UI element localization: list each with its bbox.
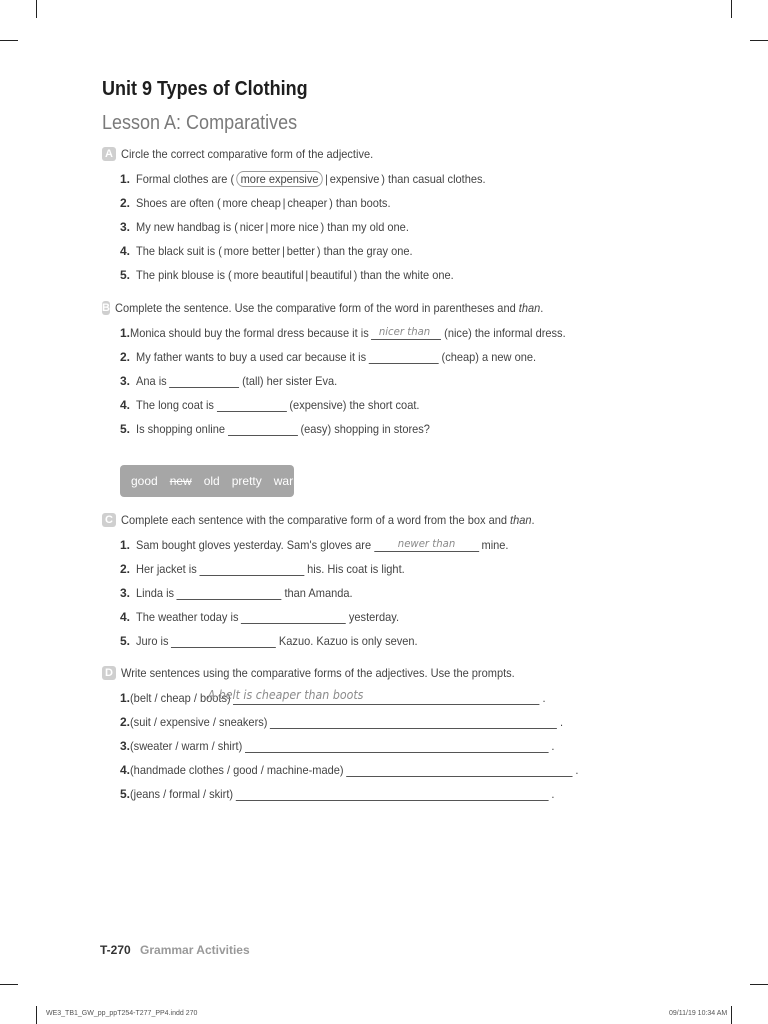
item-end: . [551,787,555,801]
page-number: T-270 [100,943,131,957]
option-separator: | [282,244,285,258]
answer-blank[interactable] [200,561,305,576]
answer-blank[interactable] [169,373,239,388]
option-separator: | [324,172,328,186]
answer-blank[interactable] [228,421,298,436]
section-d-instruction [102,665,572,681]
list-item [102,753,579,777]
item-post: (expensive) the short coat. [289,398,420,412]
section-c-instruction [102,512,572,528]
crop-mark [731,0,732,18]
option[interactable]: nicer [239,220,264,234]
item-text [136,373,337,388]
item-post: (tall) her sister Eva. [242,374,338,388]
list-item [102,162,572,186]
word-box-item: pretty [231,474,262,488]
section-d-badge: D [102,666,116,680]
list-item [102,186,572,210]
item-text [136,421,430,436]
list-item [102,777,572,801]
item-pre: Juro is [136,634,169,648]
item-post: mine. [481,538,509,552]
crop-mark [750,40,768,41]
item-number: 5. [120,268,131,282]
option-separator: | [265,220,269,234]
item-text [136,633,418,648]
item-number: 1. [120,172,131,186]
item-number: 3. [120,220,131,234]
item-end: . [560,715,564,729]
item-text [136,585,353,600]
answer-line[interactable] [236,786,549,801]
list-item [102,705,572,729]
word-box-item-used: new [169,474,192,488]
option[interactable]: more cheap [222,196,281,210]
answer-line[interactable] [207,688,539,705]
word-box-item: warm [273,474,304,488]
item-post: Kazuo. Kazuo is only seven. [278,634,418,648]
item-number: 2. [120,350,131,364]
item-number: 4. [120,610,131,624]
item-text [130,714,563,729]
item-text [136,537,508,552]
item-number: 5. [120,787,131,801]
answer-line[interactable] [346,762,572,777]
item-number: 4. [120,244,131,258]
crop-mark [731,1006,732,1024]
item-text [136,220,409,234]
list-item [102,364,572,388]
item-end: . [542,691,546,705]
instruction-main: Complete each sentence with the comparative form of a word from the box and [121,513,511,527]
list-item [102,258,572,282]
crop-mark [36,1006,37,1024]
item-text [130,762,578,777]
list-item [102,681,572,705]
item-text [136,349,536,364]
item-pre: Monica should buy the formal dress because it is [130,326,369,340]
item-post: ) than the gray one. [316,244,413,258]
item-number: 1. [120,538,131,552]
crop-mark [0,984,18,985]
item-text [136,172,486,186]
item-post: (easy) shopping in stores? [300,422,430,436]
word-box [120,465,304,497]
item-number: 3. [120,586,131,600]
answer-blank[interactable] [171,633,276,648]
instruction-emphasis: than [510,513,532,527]
item-text [136,268,454,282]
list-item [102,388,572,412]
section-c-badge: C [102,513,116,527]
option[interactable]: more beautiful [233,268,304,282]
instruction-text [115,301,543,315]
instruction-main: Complete the sentence. Use the comparative form of the word in parentheses and [114,301,519,315]
option-separator: | [282,196,286,210]
item-post: ) than boots. [329,196,391,210]
list-item [102,600,572,624]
item-number: 2. [120,715,131,729]
slug-date: 09/11/19 10:34 AM [669,1010,728,1017]
item-end: . [575,763,579,777]
crop-mark [36,0,37,18]
option[interactable]: more nice [270,220,319,234]
instruction-emphasis: than [518,301,541,315]
item-pre: Linda is [136,586,175,600]
unit-title: Unit 9 Types of Clothing [102,78,308,100]
item-number: 1. [120,691,131,705]
page-footer [100,943,250,957]
answer-blank[interactable] [217,397,287,412]
item-pre: The pink blouse is ( [136,268,232,282]
word-box-item: old [203,474,220,488]
section-a [102,146,572,282]
item-post: (nice) the informal dress. [444,326,566,340]
list-item [102,234,572,258]
item-text [136,609,399,624]
item-number: 3. [120,374,131,388]
list-item [102,412,572,436]
option[interactable]: better [286,244,315,258]
item-prompt: (suit / expensive / sneakers) [130,715,268,729]
item-post: his. His coat is light. [307,562,405,576]
item-pre: Ana is [136,374,167,388]
instruction-text [121,513,535,527]
item-pre: Sam bought gloves yesterday. Sam's gloves are [136,538,372,552]
section-c [102,512,572,648]
answer-blank[interactable] [371,325,441,340]
section-a-instruction [102,146,572,162]
item-pre: The long coat is [136,398,214,412]
option[interactable]: more better [223,244,281,258]
instruction-text: Circle the correct comparative form of the adjective. [121,147,374,161]
item-pre: My father wants to buy a used car because it is [136,350,367,364]
item-pre: Her jacket is [136,562,197,576]
item-post: (cheap) a new one. [441,350,537,364]
item-text [130,786,554,801]
item-post: ) than the white one. [353,268,454,282]
item-prompt: (handmade clothes / good / machine-made) [130,763,344,777]
item-number: 4. [120,398,131,412]
item-text [130,325,566,340]
section-b [102,300,572,436]
answer-blank[interactable] [177,585,282,600]
list-item [102,576,572,600]
handwritten-answer: nicer than [378,325,431,338]
option[interactable]: beautiful [310,268,352,282]
item-pre: Formal clothes are ( [136,172,235,186]
section-a-badge: A [102,147,116,161]
item-prompt: (jeans / formal / skirt) [130,787,234,801]
list-item [102,528,572,552]
option-circled[interactable]: more expensive [236,171,323,187]
item-pre: The weather today is [136,610,239,624]
item-text [130,738,554,753]
list-item [102,340,572,364]
list-item [102,316,572,340]
answer-blank[interactable] [369,349,439,364]
handwritten-answer: newer than [397,537,456,550]
item-number: 2. [120,562,131,576]
item-number: 5. [120,422,131,436]
slug-filename: WE3_TB1_GW_pp_ppT254-T277_PP4.indd 270 [46,1010,198,1017]
crop-mark [0,40,18,41]
option-separator: | [305,268,309,282]
item-pre: Is shopping online [136,422,226,436]
instruction-end: . [531,513,535,527]
footer-section-title: Grammar Activities [140,943,250,957]
answer-blank[interactable] [374,537,479,552]
answer-line[interactable] [245,738,549,753]
section-d [102,665,579,801]
answer-line[interactable] [270,714,557,729]
item-prompt: (sweater / warm / shirt) [130,739,243,753]
item-text [136,561,405,576]
word-box-item: good [131,474,158,488]
crop-mark [750,984,768,985]
item-pre: Shoes are often ( [136,196,221,210]
instruction-text: Write sentences using the comparative forms of the adjectives. Use the prompts. [121,666,515,680]
section-b-instruction [102,300,572,316]
item-end: . [551,739,555,753]
item-prompt: (belt / cheap / boots) [130,691,231,705]
item-post: yesterday. [348,610,400,624]
item-post: ) than my old one. [320,220,409,234]
item-text [136,196,391,210]
list-item [102,729,572,753]
option[interactable]: expensive [329,172,380,186]
item-number: 2. [120,196,131,210]
instruction-end: . [540,301,544,315]
section-b-badge: B [102,302,110,314]
item-number: 5. [120,634,131,648]
item-text [136,244,413,258]
list-item [102,624,572,648]
item-number: 3. [120,739,131,753]
handwritten-answer: A belt is cheaper than boots [207,688,364,702]
item-text [136,397,419,412]
item-post: ) than casual clothes. [381,172,486,186]
item-number: 1. [120,326,131,340]
item-post: than Amanda. [284,586,353,600]
item-pre: The black suit is ( [136,244,222,258]
item-text [130,690,546,705]
answer-blank[interactable] [241,609,346,624]
list-item [102,552,572,576]
lesson-title: Lesson A: Comparatives [102,112,298,134]
option[interactable]: cheaper [287,196,328,210]
item-number: 4. [120,763,131,777]
list-item [102,210,572,234]
item-pre: My new handbag is ( [136,220,238,234]
